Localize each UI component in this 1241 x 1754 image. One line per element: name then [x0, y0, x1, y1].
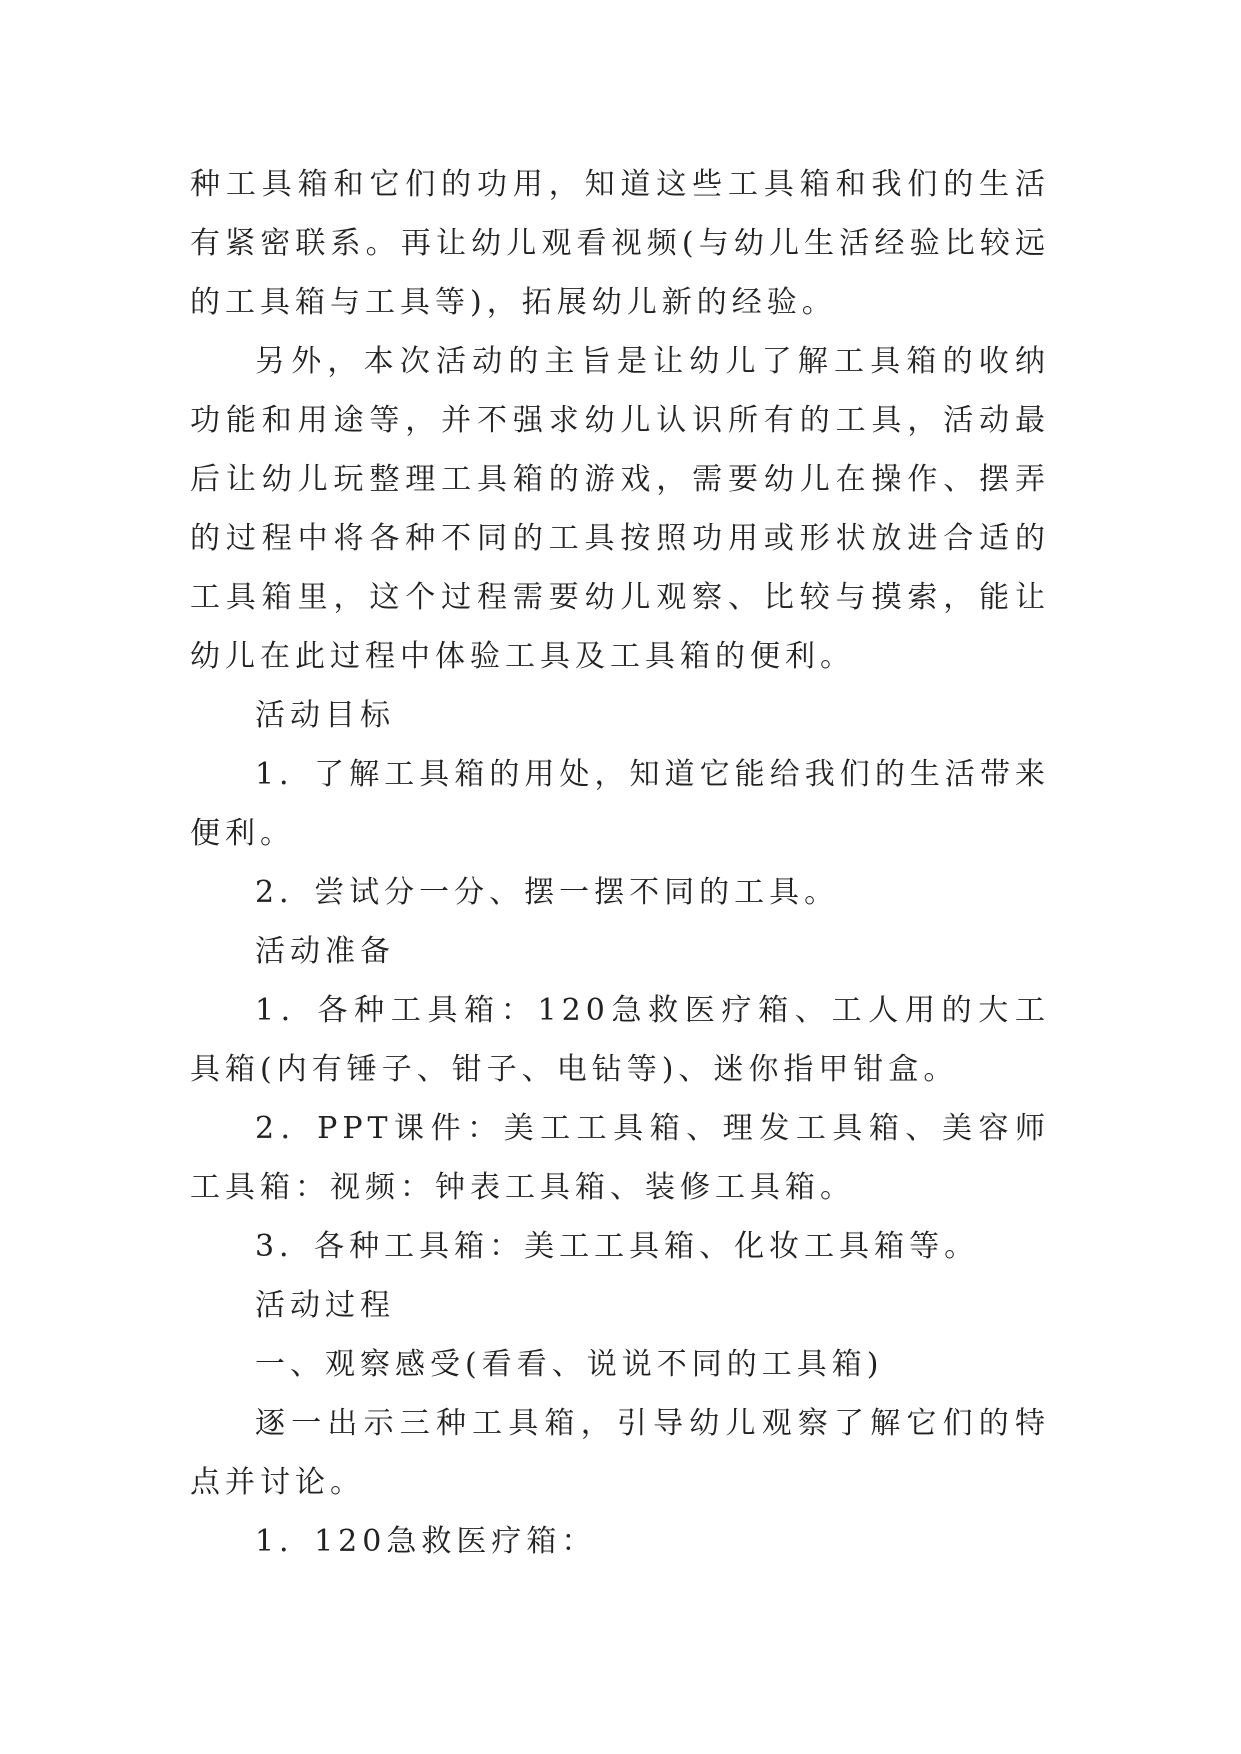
process-substep-1: 1．120急救医疗箱：: [255, 1524, 597, 1559]
heading-activity-process: 活动过程: [255, 1288, 395, 1323]
heading-activity-goals: 活动目标: [255, 698, 395, 733]
paragraph-continuation: 种工具箱和它们的功用，知道这些工具箱和我们的生活有紧密联系。再让幼儿观看视频(与幼儿生活经验比较远的工具箱与工具等)，拓展幼儿新的经验。: [190, 167, 1050, 320]
preparation-item-2: 2．PPT课件：美工工具箱、理发工具箱、美容师工具箱：视频：钟表工具箱、装修工具箱。: [190, 1111, 1050, 1205]
preparation-item-3: 3．各种工具箱：美工工具箱、化妆工具箱等。: [255, 1229, 980, 1264]
heading-activity-preparation: 活动准备: [255, 934, 395, 969]
document-body: [190, 155, 1050, 1571]
goal-item-1: 1．了解工具箱的用处，知道它能给我们的生活带来便利。: [190, 757, 1050, 851]
process-step-1-text: 逐一出示三种工具箱，引导幼儿观察了解它们的特点并讨论。: [190, 1406, 1050, 1500]
process-step-1-heading: 一、观察感受(看看、说说不同的工具箱): [255, 1347, 884, 1382]
paragraph-activity-purpose: 另外，本次活动的主旨是让幼儿了解工具箱的收纳功能和用途等，并不强求幼儿认识所有的工具，活动最后让幼儿玩整理工具箱的游戏，需要幼儿在操作、摆弄的过程中将各种不同的工具按照功用或形状放进合适的工具箱里，这个过程需要幼儿观察、比较与摸索，能让幼儿在此过程中体验工具及工具箱的便利。: [190, 344, 1050, 674]
goal-item-2: 2．尝试分一分、摆一摆不同的工具。: [255, 875, 840, 910]
preparation-item-1: 1．各种工具箱：120急救医疗箱、工人用的大工具箱(内有锤子、钳子、电钻等)、迷你指甲钳盒。: [190, 993, 1050, 1087]
